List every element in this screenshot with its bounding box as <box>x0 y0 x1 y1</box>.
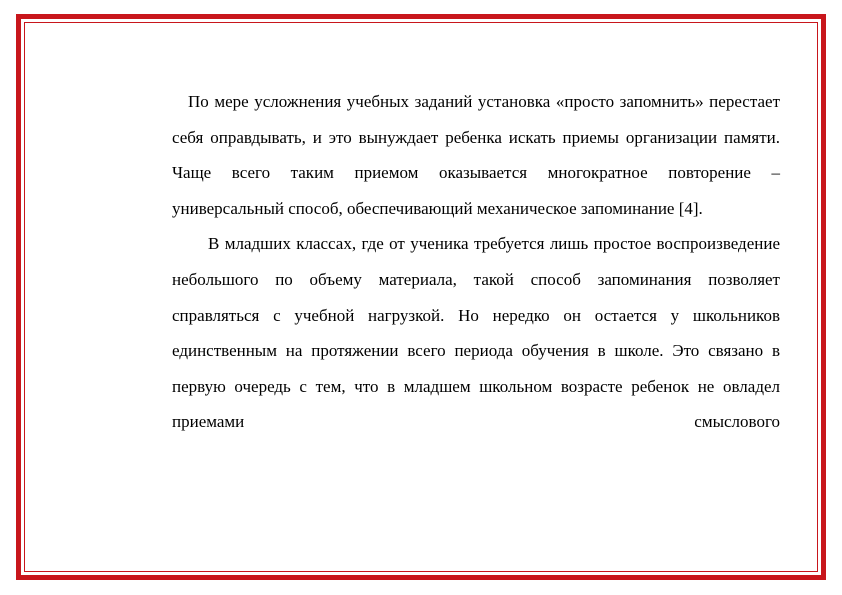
document-body <box>172 84 780 440</box>
paragraph-2-text: В младших классах, где от ученика требуется лишь простое воспроизведение небольшого по объему материала, такой способ запоминания позволяет справляться с учебной нагрузкой. Но нередко он остается у школьников единственным на протяжении всего периода обучения в школе. Это связано в первую очередь с тем, что в младшем школьном возрасте ребенок не овладел приемами смыслового <box>172 234 780 432</box>
paragraph-2 <box>172 226 780 440</box>
paragraph-1: По мере усложнения учебных заданий установка «просто запомнить» перестает себя оправдывать, и это вынуждает ребенка искать приемы организации памяти. Чаще всего таким приемом оказывается многократное повторение – универсальный способ, обеспечивающий механическое запоминание [4]. <box>172 92 780 218</box>
